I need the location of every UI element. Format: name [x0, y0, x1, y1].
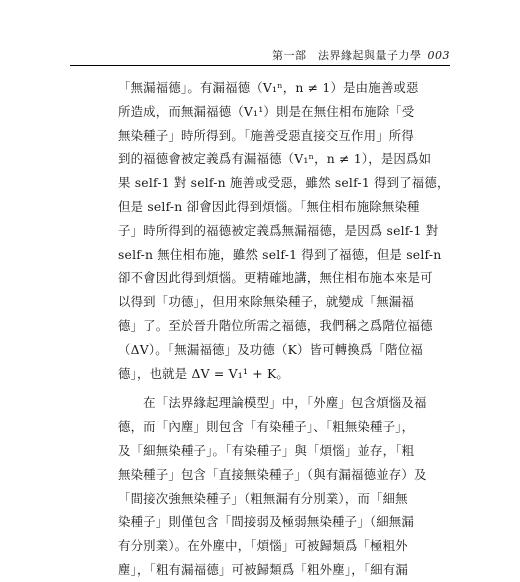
text-line: 「間接次強無染種子」（粗無漏有分別業），而「細無	[118, 490, 408, 506]
text-line: 有分別業）。在外塵中，「煩惱」可被歸類爲「極粗外	[118, 538, 408, 554]
text-line: 子」時所得到的福德被定義爲無漏福德，是因爲 self-1 對	[118, 222, 439, 238]
text-line: 到的福德會被定義爲有漏福德（V₁ⁿ，n ≠ 1），是因爲如	[118, 151, 432, 167]
header-title: 第一部 法界緣起與量子力學	[272, 49, 422, 62]
paragraph-2	[118, 391, 427, 581]
text-line: 果 self-1 對 self-n 施善或受惡，雖然 self-1 得到了福德，	[118, 175, 450, 191]
header-rule	[70, 65, 450, 66]
body-text	[118, 76, 450, 582]
text-line: 以得到「功德」，但用來除無染種子，就變成「無漏福	[118, 294, 414, 310]
text-line: （ΔV）。「無漏福德」及功德（K）皆可轉換爲「階位福	[118, 341, 423, 357]
text-line: 塵」，「粗有漏福德」可被歸類爲「粗外塵」，「細有漏	[118, 561, 408, 577]
paragraph-1	[118, 76, 450, 385]
page-number: 003	[427, 49, 450, 62]
text-line: 染種子」則僅包含「間接弱及極弱無染種子」（細無漏	[118, 514, 414, 530]
text-line: 無染種子」包含「直接無染種子」（與有漏福德並存）及	[118, 466, 427, 482]
text-line: 但是 self-n 卻會因此得到煩惱。「無住相布施除無染種	[118, 198, 420, 214]
text-line: 所造成，而無漏福德（V₁¹）則是在無住相布施除「受	[118, 103, 415, 119]
text-line: 「無漏福德」。有漏福德（V₁ⁿ，n ≠ 1）是由施善或惡	[118, 80, 419, 95]
text-line: self-n 無住相布施，雖然 self-1 得到了福德，但是 self-n	[118, 246, 442, 262]
header-text	[272, 47, 450, 63]
text-line: 德」，也就是 ΔV = V₁¹ + K。	[118, 365, 290, 381]
text-line: 德」了。至於晉升階位所需之福德，我們稱之爲階位福德	[118, 317, 433, 333]
text-line: 在「法界緣起理論模型」中，「外塵」包含煩惱及福	[118, 395, 427, 411]
text-line: 卻不會因此得到煩惱。更精確地講，無住相布施本來是可	[118, 270, 433, 286]
text-line: 及「細無染種子」。「有染種子」與「煩惱」並存，「粗	[118, 442, 415, 458]
text-line: 無染種子」時所得到。「施善受惡直接交互作用」所得	[118, 127, 414, 143]
text-line: 德，而「內塵」則包含「有染種子」、「粗無染種子」，	[118, 419, 415, 435]
